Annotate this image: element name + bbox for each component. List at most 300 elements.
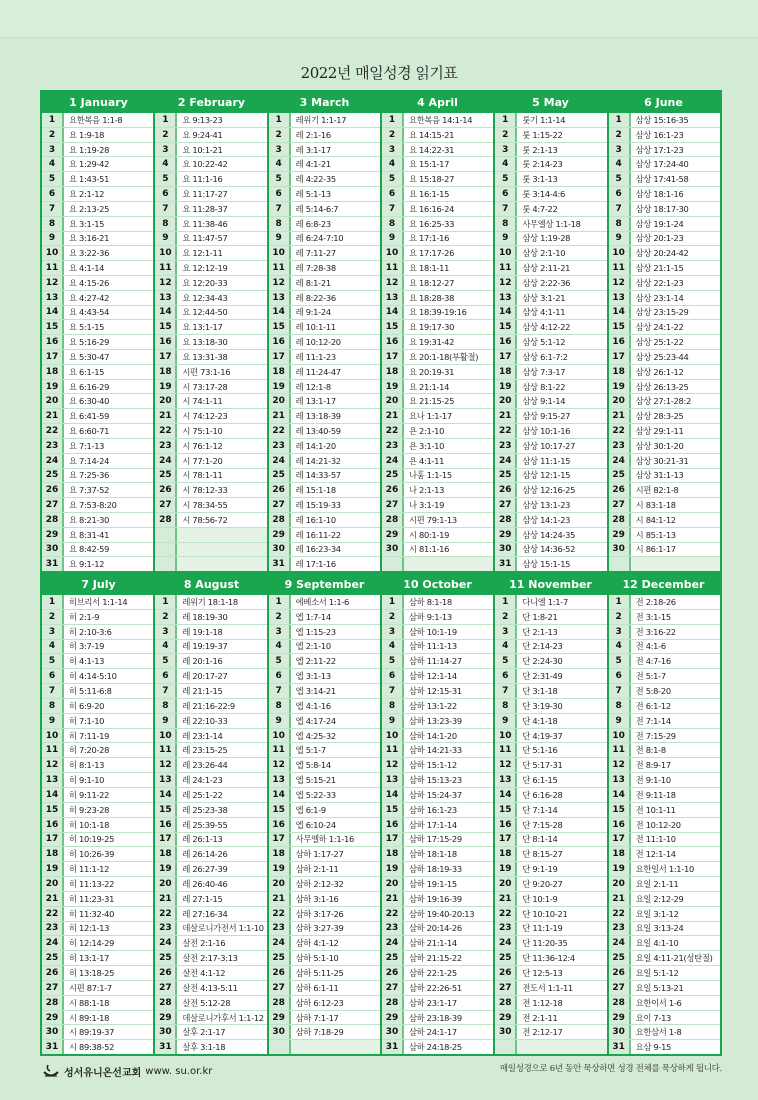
reading-row — [269, 862, 380, 877]
day-number: 20 — [42, 877, 64, 891]
page-title: 2022년 매일성경 읽기표 — [300, 64, 458, 82]
reading-row — [155, 877, 266, 892]
day-number: 21 — [495, 892, 517, 906]
reading-passage: 요 3:22-36 — [69, 248, 110, 259]
month-header: 10 October — [403, 578, 472, 591]
month-header-row — [42, 574, 720, 595]
day-number: 29 — [42, 528, 64, 542]
day-number: 2 — [495, 610, 517, 624]
day-number: 13 — [382, 291, 404, 305]
reading-row — [269, 217, 380, 232]
reading-row — [155, 640, 266, 655]
reading-row — [609, 922, 720, 937]
month-header: 3 March — [299, 96, 350, 109]
reading-passage: 히 7:1-10 — [69, 715, 105, 726]
reading-row — [155, 758, 266, 773]
reading-passage: 전 3:16-22 — [635, 626, 676, 637]
reading-row — [155, 157, 266, 172]
reading-row — [269, 469, 380, 484]
day-number: 4 — [495, 157, 517, 171]
reading-row — [495, 610, 606, 625]
reading-row — [495, 684, 606, 699]
day-number: 6 — [495, 669, 517, 683]
reading-row — [42, 773, 153, 788]
reading-passage: 삼상 28:3-25 — [635, 411, 684, 422]
day-number: 2 — [269, 610, 291, 624]
day-number: 29 — [609, 1011, 631, 1025]
reading-passage: 요 18:12-27 — [408, 277, 455, 288]
reading-row — [155, 276, 266, 291]
reading-passage: 요 11:47-57 — [182, 233, 228, 244]
reading-passage: 단 3:1-18 — [522, 685, 558, 696]
day-number: 3 — [382, 143, 404, 157]
reading-row — [42, 557, 153, 571]
day-number: 21 — [382, 892, 404, 906]
reading-row — [155, 113, 266, 128]
reading-row — [495, 996, 606, 1011]
day-number: 24 — [42, 454, 64, 468]
reading-passage: 레 27:16-34 — [182, 908, 228, 919]
reading-row — [155, 202, 266, 217]
day-number: 10 — [609, 246, 631, 260]
day-number: 7 — [495, 684, 517, 698]
reading-passage: 히 8:1-13 — [69, 760, 105, 771]
reading-passage — [177, 557, 266, 571]
reading-row — [269, 157, 380, 172]
reading-row — [609, 320, 720, 335]
reading-passage: 삼상 18:17-30 — [635, 203, 689, 214]
reading-row — [155, 1011, 266, 1026]
day-number: 6 — [269, 669, 291, 683]
org-name: 성서유니온선교회 — [64, 1067, 142, 1079]
reading-passage: 삼상 9:1-14 — [522, 396, 566, 407]
day-number: 6 — [42, 669, 64, 683]
day-number: 4 — [609, 640, 631, 654]
reading-passage: 히 10:19-25 — [69, 834, 115, 845]
reading-passage: 레 27:1-15 — [182, 893, 223, 904]
reading-row — [495, 543, 606, 558]
reading-row — [42, 714, 153, 729]
reading-passage: 레 25:23-38 — [182, 804, 228, 815]
reading-row — [42, 172, 153, 187]
month-column — [382, 113, 493, 571]
reading-row — [269, 684, 380, 699]
reading-passage: 레 22:10-33 — [182, 715, 228, 726]
reading-passage: 살전 2:1-16 — [182, 938, 226, 949]
day-number: 20 — [495, 394, 517, 408]
reading-row — [495, 892, 606, 907]
reading-row — [382, 128, 493, 143]
day-number: 28 — [42, 513, 64, 527]
month-column — [609, 113, 720, 571]
month-header: 6 June — [644, 96, 683, 109]
day-number: 29 — [495, 528, 517, 542]
reading-passage: 레 23:1-14 — [182, 730, 223, 741]
reading-row — [495, 454, 606, 469]
day-number: 19 — [609, 862, 631, 876]
reading-row — [609, 246, 720, 261]
reading-passage: 요 16:25-33 — [408, 218, 455, 229]
day-number: 4 — [269, 157, 291, 171]
reading-row — [155, 669, 266, 684]
reading-passage: 시 84:1-12 — [635, 514, 676, 525]
reading-row — [609, 847, 720, 862]
reading-row — [155, 350, 266, 365]
day-number: 11 — [269, 743, 291, 757]
day-number: 15 — [495, 803, 517, 817]
day-number: 24 — [495, 936, 517, 950]
day-number: 6 — [495, 187, 517, 201]
day-number: 1 — [382, 113, 404, 127]
reading-row — [42, 469, 153, 484]
day-number: 7 — [609, 684, 631, 698]
reading-row — [155, 232, 266, 247]
day-number: 15 — [42, 320, 64, 334]
day-number: 12 — [495, 758, 517, 772]
reading-passage: 단 1:8-21 — [522, 611, 558, 622]
day-number: 17 — [269, 350, 291, 364]
reading-passage: 요 5:16-29 — [69, 337, 110, 348]
day-number: 15 — [609, 320, 631, 334]
day-number: 8 — [382, 699, 404, 713]
month-header: 9 September — [284, 578, 365, 591]
reading-row — [495, 966, 606, 981]
day-number: 2 — [609, 128, 631, 142]
day-number: 11 — [495, 261, 517, 275]
reading-row — [42, 232, 153, 247]
day-number: 15 — [155, 320, 177, 334]
day-number: 9 — [495, 714, 517, 728]
reading-row — [609, 907, 720, 922]
reading-passage: 레위기 1:1-17 — [295, 114, 347, 125]
day-number: 23 — [155, 439, 177, 453]
day-number: 17 — [382, 350, 404, 364]
day-number — [269, 1040, 291, 1054]
day-number: 21 — [269, 409, 291, 423]
day-number: 5 — [155, 172, 177, 186]
reading-row — [495, 625, 606, 640]
reading-row — [42, 365, 153, 380]
reading-row — [495, 172, 606, 187]
day-number: 29 — [495, 1011, 517, 1025]
reading-row — [495, 498, 606, 513]
reading-passage: 레 26:14-26 — [182, 849, 228, 860]
reading-passage: 엡 3:1-13 — [295, 671, 331, 682]
reading-passage: 삼하 18:1-18 — [408, 849, 457, 860]
reading-passage: 욘 4:1-11 — [408, 455, 445, 466]
reading-passage: 시 89:1-18 — [69, 1012, 110, 1023]
reading-row — [42, 291, 153, 306]
day-number: 10 — [155, 246, 177, 260]
reading-passage: 삼상 4:1-11 — [522, 307, 566, 318]
org-url[interactable]: www. su.or.kr — [145, 1065, 213, 1077]
reading-row — [42, 113, 153, 128]
day-number: 4 — [269, 640, 291, 654]
day-number: 7 — [155, 202, 177, 216]
reading-passage: 요한일서 1:1-10 — [635, 864, 694, 875]
day-number: 9 — [42, 714, 64, 728]
reading-row — [609, 951, 720, 966]
day-number: 19 — [609, 380, 631, 394]
day-number: 7 — [382, 202, 404, 216]
day-number: 25 — [495, 469, 517, 483]
day-number: 26 — [269, 966, 291, 980]
reading-row — [42, 306, 153, 321]
reading-row — [495, 803, 606, 818]
reading-row — [42, 528, 153, 543]
reading-row — [382, 922, 493, 937]
reading-row — [382, 454, 493, 469]
reading-passage: 삼하 22:1-25 — [408, 968, 457, 979]
day-number: 17 — [42, 833, 64, 847]
day-number: 12 — [269, 758, 291, 772]
reading-row — [609, 439, 720, 454]
day-number: 4 — [155, 157, 177, 171]
day-number: 7 — [155, 684, 177, 698]
reading-row — [42, 513, 153, 528]
day-number: 1 — [155, 113, 177, 127]
reading-passage: 전 5:8-20 — [635, 685, 671, 696]
reading-row — [382, 996, 493, 1011]
reading-row — [269, 1025, 380, 1040]
reading-passage: 레 17:1-16 — [295, 559, 336, 570]
day-number: 22 — [155, 907, 177, 921]
reading-row — [609, 743, 720, 758]
reading-row — [495, 1025, 606, 1040]
day-number: 25 — [269, 951, 291, 965]
reading-row — [155, 409, 266, 424]
reading-row — [609, 996, 720, 1011]
reading-row — [155, 981, 266, 996]
reading-row — [155, 469, 266, 484]
day-number: 10 — [155, 729, 177, 743]
day-number: 8 — [42, 217, 64, 231]
day-number: 12 — [42, 276, 64, 290]
day-number: 23 — [609, 439, 631, 453]
day-number: 4 — [382, 640, 404, 654]
month-column — [269, 595, 380, 1054]
reading-row — [382, 306, 493, 321]
reading-passage: 레 25:39-55 — [182, 819, 228, 830]
day-number: 25 — [609, 469, 631, 483]
day-number: 8 — [495, 217, 517, 231]
day-number: 14 — [495, 788, 517, 802]
reading-row — [155, 143, 266, 158]
org-logo — [42, 1063, 212, 1079]
reading-row — [609, 936, 720, 951]
reading-passage: 삼하 16:1-23 — [408, 804, 457, 815]
day-number: 7 — [42, 202, 64, 216]
reading-row — [155, 513, 266, 528]
reading-passage: 삼하 1:17-27 — [295, 849, 344, 860]
empty-row — [382, 557, 493, 571]
reading-passage: 엡 2:1-10 — [295, 641, 331, 652]
reading-row — [42, 610, 153, 625]
day-number: 30 — [495, 543, 517, 557]
reading-passage: 삼하 7:18-29 — [295, 1027, 344, 1038]
reading-row — [609, 291, 720, 306]
day-number: 21 — [382, 409, 404, 423]
day-number: 18 — [155, 365, 177, 379]
day-number: 16 — [269, 335, 291, 349]
reading-passage: 전 2:1-11 — [522, 1012, 558, 1023]
reading-row — [269, 892, 380, 907]
reading-row — [42, 454, 153, 469]
day-number: 3 — [269, 143, 291, 157]
day-number — [382, 557, 404, 571]
reading-row — [42, 261, 153, 276]
day-number: 21 — [42, 409, 64, 423]
day-number: 16 — [155, 335, 177, 349]
reading-passage: 삼하 14:21-33 — [408, 745, 462, 756]
reading-passage: 요 8:42-59 — [69, 544, 110, 555]
day-number: 5 — [42, 172, 64, 186]
reading-passage: 전 8:1-8 — [635, 745, 666, 756]
day-number: 17 — [609, 350, 631, 364]
reading-row — [155, 335, 266, 350]
reading-row — [382, 966, 493, 981]
reading-row — [495, 306, 606, 321]
day-number: 19 — [155, 862, 177, 876]
reading-row — [609, 350, 720, 365]
reading-row — [609, 640, 720, 655]
reading-passage: 단 8:15-27 — [522, 849, 563, 860]
reading-row — [382, 981, 493, 996]
reading-row — [42, 951, 153, 966]
day-number: 30 — [269, 543, 291, 557]
reading-passage: 레 21:16-22:9 — [182, 700, 235, 711]
reading-row — [269, 143, 380, 158]
reading-passage: 전 6:1-12 — [635, 700, 671, 711]
day-number: 28 — [382, 513, 404, 527]
reading-row — [269, 350, 380, 365]
reading-passage: 단 2:14-23 — [522, 641, 563, 652]
reading-passage: 삼상 12:16-25 — [522, 485, 576, 496]
reading-passage: 요나 1:1-17 — [408, 411, 452, 422]
reading-passage: 삼하 2:12-32 — [295, 878, 344, 889]
day-number: 26 — [269, 483, 291, 497]
reading-passage: 삼상 29:1-11 — [635, 425, 684, 436]
reading-passage: 단 9:20-27 — [522, 878, 563, 889]
reading-row — [382, 276, 493, 291]
reading-row — [382, 469, 493, 484]
reading-passage: 삼상 18:1-16 — [635, 188, 684, 199]
reading-row — [155, 936, 266, 951]
reading-passage: 히 10:26-39 — [69, 849, 115, 860]
day-number: 8 — [382, 217, 404, 231]
reading-passage: 룻 2:14-23 — [522, 159, 563, 170]
day-number: 22 — [42, 907, 64, 921]
day-number: 24 — [42, 936, 64, 950]
reading-row — [382, 187, 493, 202]
reading-passage: 삼하 24:1-17 — [408, 1027, 457, 1038]
day-number: 28 — [269, 996, 291, 1010]
day-number: 21 — [495, 409, 517, 423]
reading-passage: 레 26:1-13 — [182, 834, 223, 845]
month-header-row — [42, 92, 720, 113]
month-header: 8 August — [183, 578, 240, 591]
day-number: 18 — [495, 847, 517, 861]
day-number: 28 — [609, 513, 631, 527]
day-number: 14 — [42, 306, 64, 320]
reading-passage: 레 26:27-39 — [182, 864, 228, 875]
reading-passage: 욘 2:1-10 — [408, 425, 445, 436]
day-number: 23 — [382, 922, 404, 936]
reading-row — [155, 128, 266, 143]
reading-row — [155, 291, 266, 306]
month-column — [155, 113, 266, 571]
reading-row — [609, 128, 720, 143]
reading-row — [609, 276, 720, 291]
day-number: 26 — [382, 966, 404, 980]
reading-row — [495, 595, 606, 610]
reading-passage: 삼상 27:1-28:2 — [635, 396, 691, 407]
reading-passage: 단 12:5-13 — [522, 968, 563, 979]
day-number: 15 — [42, 803, 64, 817]
day-number: 11 — [155, 743, 177, 757]
reading-passage: 레 10:12-20 — [295, 337, 341, 348]
reading-passage: 삼하 18:19-33 — [408, 864, 462, 875]
reading-row — [42, 803, 153, 818]
reading-passage: 시 85:1-13 — [635, 529, 676, 540]
reading-row — [382, 320, 493, 335]
reading-passage: 레 18:19-30 — [182, 611, 228, 622]
reading-passage: 나훔 1:1-15 — [408, 470, 452, 481]
reading-row — [269, 246, 380, 261]
day-number: 7 — [382, 684, 404, 698]
reading-row — [269, 394, 380, 409]
reading-passage: 시편 73:1-16 — [182, 366, 231, 377]
reading-passage: 삼상 15:16-35 — [635, 114, 689, 125]
month-column — [382, 595, 493, 1054]
reading-row — [382, 818, 493, 833]
reading-passage: 단 8:1-14 — [522, 834, 558, 845]
day-number: 22 — [495, 907, 517, 921]
reading-row — [42, 1025, 153, 1040]
reading-row — [609, 966, 720, 981]
reading-passage: 레 20:17-27 — [182, 671, 228, 682]
empty-row — [269, 1040, 380, 1054]
day-number: 7 — [269, 684, 291, 698]
day-number: 28 — [382, 996, 404, 1010]
day-number: 10 — [495, 729, 517, 743]
reading-row — [269, 409, 380, 424]
day-number: 16 — [42, 335, 64, 349]
day-number: 15 — [269, 320, 291, 334]
day-number: 9 — [495, 232, 517, 246]
day-number: 6 — [155, 187, 177, 201]
reading-row — [495, 513, 606, 528]
reading-passage: 요 16:1-15 — [408, 188, 450, 199]
day-number: 23 — [609, 922, 631, 936]
day-number: 13 — [609, 773, 631, 787]
reading-row — [42, 246, 153, 261]
reading-passage: 단 11:1-19 — [522, 923, 563, 934]
reading-row — [382, 232, 493, 247]
day-number: 10 — [42, 729, 64, 743]
day-number: 22 — [269, 424, 291, 438]
reading-row — [495, 833, 606, 848]
reading-passage: 요 17:1-16 — [408, 233, 450, 244]
day-number: 24 — [155, 454, 177, 468]
reading-row — [269, 610, 380, 625]
reading-row — [382, 640, 493, 655]
day-number: 29 — [269, 1011, 291, 1025]
reading-passage: 삼상 14:1-23 — [522, 514, 571, 525]
reading-row — [155, 217, 266, 232]
day-number: 29 — [609, 528, 631, 542]
day-number: 22 — [609, 424, 631, 438]
